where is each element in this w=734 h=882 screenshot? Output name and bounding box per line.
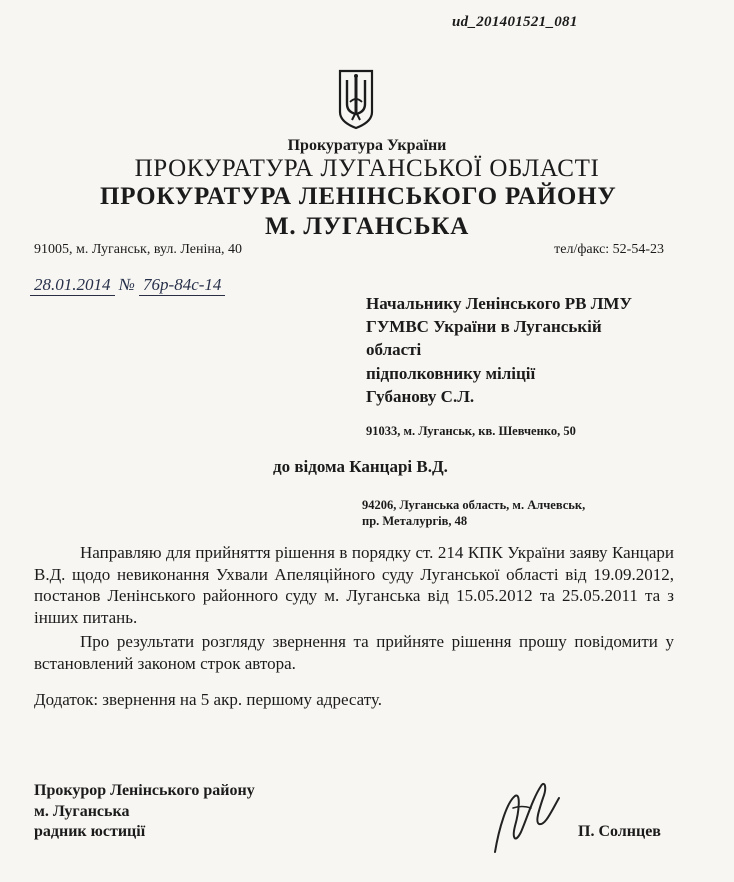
signer-title-line: Прокурор Ленінського району [34, 782, 255, 799]
reference-number: 76р-84с-14 [139, 275, 225, 296]
reference-number-sign: № [118, 275, 135, 294]
signer-title-block [34, 781, 255, 843]
org-district-title: ПРОКУРАТУРА ЛЕНІНСЬКОГО РАЙОНУ [100, 183, 617, 210]
trident-emblem-icon [336, 68, 376, 130]
org-regional-title: ПРОКУРАТУРА ЛУГАНСЬКОЇ ОБЛАСТІ [134, 155, 600, 182]
org-top-title: Прокуратура України [287, 137, 447, 154]
signer-title-line: м. Луганська [34, 802, 130, 820]
letter-body [34, 542, 674, 675]
addressee-line: Начальнику Ленінського РВ ЛМУ [366, 294, 632, 313]
sender-address: 91005, м. Луганськ, вул. Леніна, 40 [34, 242, 243, 257]
signer-name: П. Солнцев [578, 823, 661, 840]
org-city-title: М. ЛУГАНСЬКА [264, 213, 470, 240]
cc-address-line: 94206, Луганська область, м. Алчевськ, [362, 498, 586, 512]
addressee-block [366, 292, 696, 408]
outgoing-reference [30, 275, 225, 296]
cc-prefix: до відома [273, 457, 345, 476]
handwritten-signature [485, 768, 575, 858]
cc-address [362, 497, 585, 529]
cc-recipient [273, 457, 448, 477]
addressee-line: підполковнику міліції [366, 363, 536, 383]
attachment-note: Додаток: звернення на 5 акр. першому адресату. [34, 690, 383, 709]
addressee-address: 91033, м. Луганськ, кв. Шевченко, 50 [366, 424, 576, 438]
body-paragraph: Направляю для прийняття рішення в порядку ст. 214 КПК України заяву Канцари В.Д. щодо невиконання Ухвали Апеляційного суду Луганської області від 19.09.2012, постанов Ленінського районного суду м. Луганська від 15.05.2012 та 25.05.2011 та з інших питань. [34, 543, 674, 627]
signer-title-line: радник юстиції [34, 823, 146, 840]
cc-name: Канцарі В.Д. [349, 457, 448, 476]
addressee-line: області [366, 340, 422, 360]
addressee-line: Губанову С.Л. [366, 386, 475, 406]
document-id: ud_201401521_081 [452, 14, 578, 30]
body-paragraph: Про результати розгляду звернення та прийняте рішення прошу повідомити у встановлений законом строк автора. [34, 632, 674, 673]
addressee-line: ГУМВС України в Луганській [366, 317, 602, 337]
sender-phone: тел/факс: 52-54-23 [554, 242, 664, 257]
cc-address-line: пр. Металургів, 48 [362, 514, 468, 528]
reference-date: 28.01.2014 [30, 275, 115, 296]
